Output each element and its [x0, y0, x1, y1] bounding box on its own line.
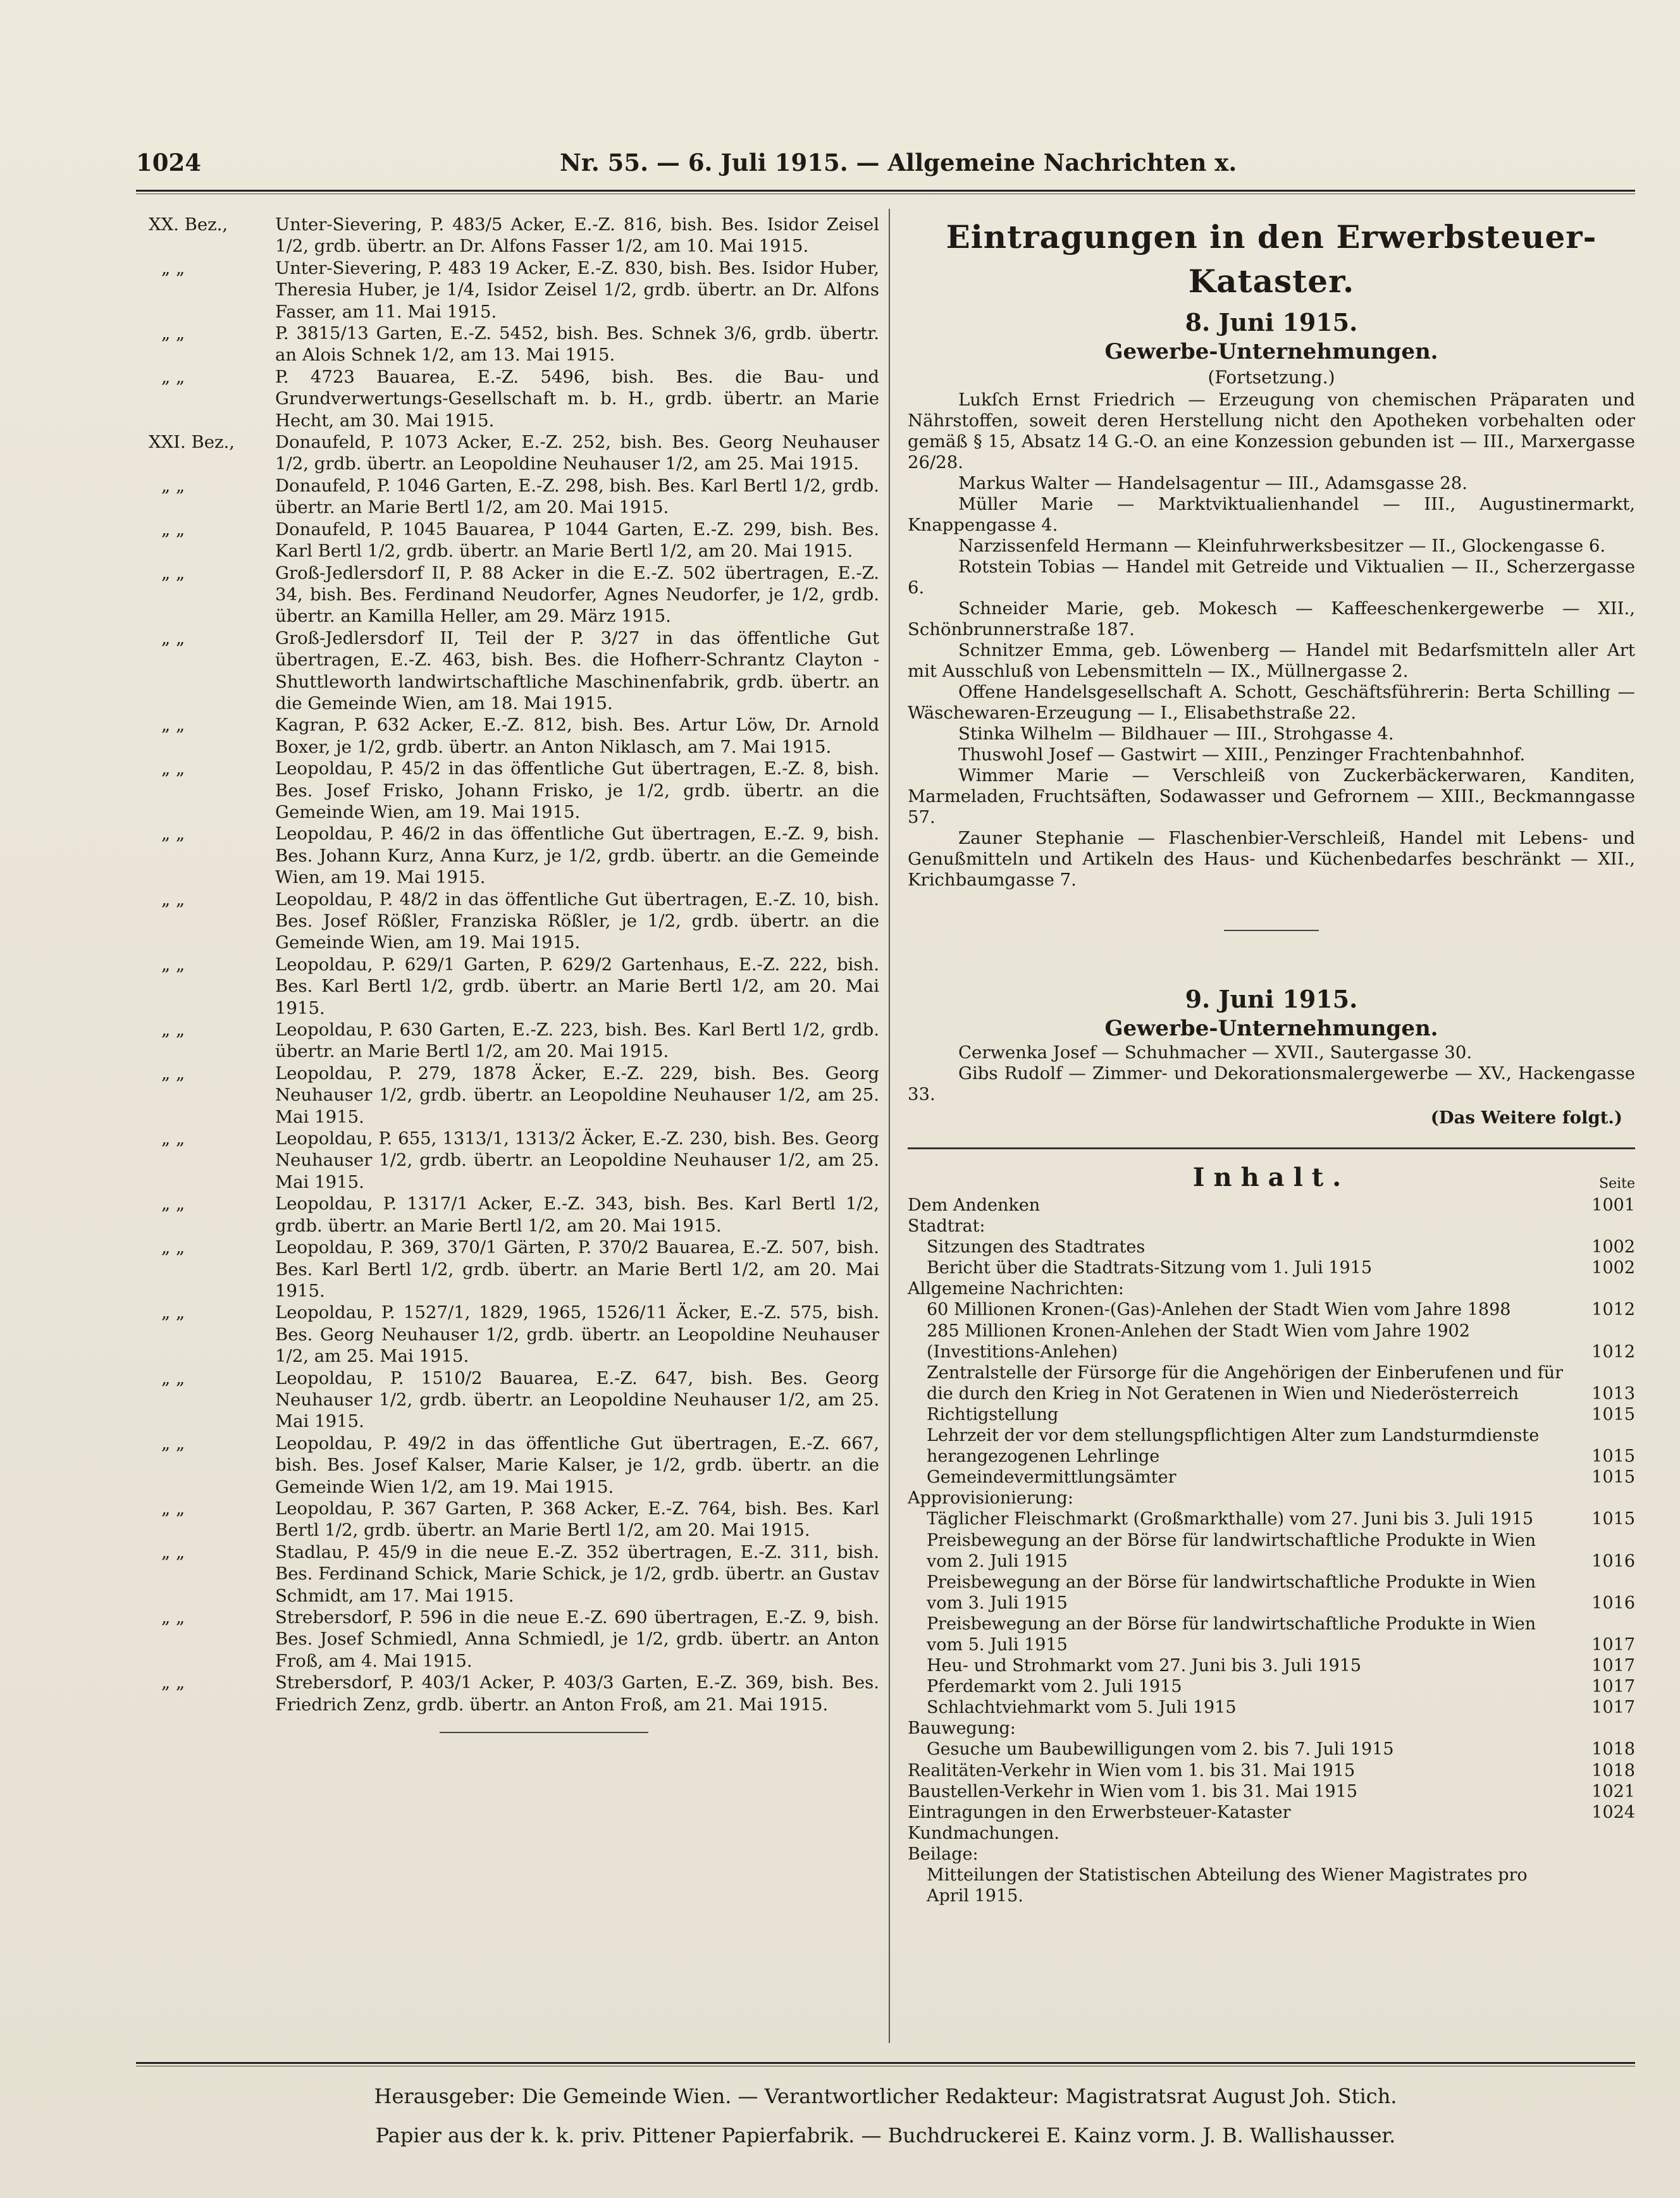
toc-entry	[908, 1509, 1635, 1529]
toc-entry-title: Eintragungen in den Erwerbsteuer-Kataster	[908, 1802, 1291, 1822]
section2-subtitle: Gewerbe-Unternehmungen.	[1104, 1016, 1438, 1041]
district-mark: „ „	[161, 519, 185, 540]
district-mark: „ „	[161, 323, 185, 344]
business-entry: Thuswohl Josef — Gastwirt — XIII., Penzinger Frachtenbahnhof.	[958, 744, 1526, 765]
toc-entry-title: Preisbewegung an der Börse für landwirtschaftliche Produkte in Wien vom 2. Juli 1915	[927, 1530, 1536, 1571]
district-mark: „ „	[161, 1672, 185, 1693]
toc-entry-title: Sitzungen des Stadtrates	[927, 1237, 1146, 1257]
district-mark: „ „	[161, 1433, 185, 1454]
toc-entry	[908, 1257, 1635, 1278]
entry-text: Leopoldau, P. 45/2 in das öffentliche Gut übertragen, E.-Z. 8, bish. Bes. Josef Frisko, Johann Frisko, je 1/2, grdb. übertr. an die Gemeinde Wien, am 19. Mai 1915.	[275, 758, 879, 822]
district-mark: „ „	[161, 1128, 185, 1149]
district-mark: „ „	[161, 1237, 185, 1258]
toc-entry-title: Kundmachungen.	[908, 1823, 1059, 1843]
business-entry: Lukſch Ernst Friedrich — Erzeugung von chemischen Präparaten und Nährstoffen, soweit deren Herstellung nicht den Apotheken vorbehalten oder gemäß § 15, Absatz 14 G.-O. an eine Konzession gebunden ist — III., Marxergasse 26/28.	[908, 390, 1635, 472]
column-divider	[889, 209, 890, 2043]
toc-rule	[908, 1147, 1635, 1149]
entry-text: Leopoldau, P. 629/1 Garten, P. 629/2 Gartenhaus, E.-Z. 222, bish. Bes. Karl Bertl 1/2, grdb. übertr. an Marie Bertl 1/2, am 20. Mai 1915.	[275, 954, 879, 1018]
register-entry	[149, 1498, 879, 1541]
header-rule	[136, 190, 1635, 192]
entry-text: Leopoldau, P. 1510/2 Bauarea, E.-Z. 647, bish. Bes. Georg Neuhauser 1/2, grdb. übertr. an Leopoldine Neuhauser 1/2, am 25. Mai 1915.	[275, 1368, 879, 1432]
entry-text: Leopoldau, P. 49/2 in das öffentliche Gut übertragen, E.-Z. 667, bish. Bes. Josef Kalser, Marie Kalser, je 1/2, grdb. übertr. an die Gemeinde Wien 1/2, am 19. Mai 1915.	[275, 1433, 879, 1497]
register-entry	[149, 627, 879, 715]
district-mark: „ „	[161, 562, 185, 583]
toc-entry	[908, 1530, 1635, 1572]
register-entry	[149, 519, 879, 562]
toc-entry-title: Preisbewegung an der Börse für landwirtschaftliche Produkte in Wien vom 3. Juli 1915	[927, 1572, 1536, 1613]
register-entry	[149, 1433, 879, 1498]
toc-entry-page: 1012	[1591, 1342, 1635, 1362]
district-mark: „ „	[161, 627, 185, 648]
toc-entry-page: 1018	[1591, 1739, 1635, 1760]
toc-entry	[908, 1572, 1635, 1614]
register-entry	[149, 1607, 879, 1672]
toc-entry	[908, 1760, 1635, 1781]
page-number: 1024	[136, 149, 201, 176]
register-entry	[149, 1302, 879, 1367]
column-end-rule	[440, 1732, 648, 1733]
continued-note: (Das Weitere folgt.)	[1430, 1108, 1622, 1128]
toc-entry-title: Heu- und Strohmarkt vom 27. Juni bis 3. Juli 1915	[927, 1656, 1362, 1676]
entry-text: Leopoldau, P. 369, 370/1 Gärten, P. 370/2 Bauarea, E.-Z. 507, bish. Bes. Karl Bertl 1/2, grdb. übertr. an Marie Bertl 1/2, am 20. Mai 1915.	[275, 1237, 879, 1301]
entry-text: Kagran, P. 632 Acker, E.-Z. 812, bish. Bes. Artur Löw, Dr. Arnold Boxer, je 1/2, grdb. übertr. an Anton Niklasch, am 7. Mai 1915.	[275, 715, 879, 757]
district-mark: „ „	[161, 1368, 185, 1388]
district-mark: „ „	[161, 1607, 185, 1627]
toc-entry-page: 1002	[1591, 1258, 1635, 1278]
toc-entry	[908, 1237, 1635, 1257]
section1-subtitle: Gewerbe-Unternehmungen.	[1104, 339, 1438, 364]
register-entry	[149, 366, 879, 431]
entry-text: Leopoldau, P. 48/2 in das öffentliche Gut übertragen, E.-Z. 10, bish. Bes. Josef Rößler, Franziska Rößler, je 1/2, grdb. übertr. an die Gemeinde Wien, am 19. Mai 1915.	[275, 889, 879, 953]
toc-entry	[908, 1697, 1635, 1718]
entry-text: Leopoldau, P. 367 Garten, P. 368 Acker, E.-Z. 764, bish. Bes. Karl Bertl 1/2, grdb. übertr. an Marie Bertl 1/2, am 20. Mai 1915.	[275, 1498, 879, 1541]
district-mark: „ „	[161, 758, 185, 779]
entry-text: Donaufeld, P. 1046 Garten, E.-Z. 298, bish. Bes. Karl Bertl 1/2, grdb. übertr. an Marie Bertl 1/2, am 20. Mai 1915.	[275, 475, 879, 518]
toc-entry-title: Bauwegung:	[908, 1719, 1016, 1739]
toc-entry-page: 1002	[1591, 1237, 1635, 1257]
register-entry	[149, 758, 879, 823]
toc-entry-title: Schlachtviehmarkt vom 5. Juli 1915	[927, 1698, 1237, 1718]
district-mark: „ „	[161, 1498, 185, 1519]
section2-entries	[908, 1042, 1635, 1105]
toc-entry	[908, 1655, 1635, 1676]
register-entry	[149, 214, 879, 257]
business-entry: Gibs Rudolf — Zimmer- und Dekorationsmalergewerbe — XV., Hackengasse 33.	[908, 1063, 1635, 1104]
toc-entry	[908, 1802, 1635, 1823]
table-of-contents	[908, 1195, 1635, 1906]
toc-entry	[908, 1278, 1635, 1299]
toc-entry-page: 1018	[1591, 1760, 1635, 1781]
register-entry	[149, 714, 879, 758]
printer-line: Papier aus der k. k. priv. Pittener Papierfabrik. — Buchdruckerei E. Kainz vorm. J. B. Wallishausser.	[375, 2123, 1396, 2147]
toc-entry	[908, 1195, 1635, 1216]
register-entry	[149, 1368, 879, 1433]
toc-entry-title: Bericht über die Stadtrats-Sitzung vom 1. Juli 1915	[927, 1258, 1373, 1278]
toc-entry-page: 1015	[1591, 1447, 1635, 1467]
district-mark: „ „	[161, 1063, 185, 1084]
toc-entry-title: Baustellen-Verkehr in Wien vom 1. bis 31. Mai 1915	[908, 1781, 1357, 1801]
entry-text: Groß-Jedlersdorf II, Teil der P. 3/27 in das öffentliche Gut übertragen, E.-Z. 463, bish. Bes. die Hofherr-Schrantz Clayton - Shuttleworth landwirtschaftliche Maschinenfabrik, grdb. übertr. an die Gemeinde Wien, am 18. Mai 1915.	[275, 627, 879, 713]
toc-entry-title: Gemeindevermittlungsämter	[927, 1467, 1177, 1488]
section1-continued: (Fortsetzung.)	[1208, 367, 1335, 388]
district-mark: „ „	[161, 715, 185, 736]
entry-text: Unter-Sievering, P. 483/5 Acker, E.-Z. 816, bish. Bes. Isidor Zeisel 1/2, grdb. übertr. an Dr. Alfons Fasser 1/2, am 10. Mai 1915.	[275, 214, 879, 257]
register-entry	[149, 475, 879, 519]
toc-entry	[908, 1781, 1635, 1802]
toc-entry-page: 1015	[1591, 1509, 1635, 1529]
district-mark: „ „	[161, 475, 185, 496]
toc-entry-title: Lehrzeit der vor dem stellungspflichtigen Alter zum Landsturmdienste herangezogenen Lehrlinge	[927, 1426, 1540, 1467]
toc-entry-page: 1001	[1591, 1195, 1635, 1215]
header-title: Nr. 55. — 6. Juli 1915. — Allgemeine Nachrichten x.	[560, 149, 1237, 176]
toc-entry-title: Pferdemarkt vom 2. Juli 1915	[927, 1677, 1182, 1697]
business-entry: Stinka Wilhelm — Bildhauer — III., Strohgasse 4.	[958, 724, 1394, 744]
toc-entry-page: 1016	[1591, 1551, 1635, 1571]
toc-entry	[908, 1299, 1635, 1320]
toc-entry-title: Gesuche um Baubewilligungen vom 2. bis 7. Juli 1915	[927, 1739, 1394, 1760]
register-entry	[149, 562, 879, 627]
toc-entry	[908, 1739, 1635, 1760]
entry-text: Donaufeld, P. 1073 Acker, E.-Z. 252, bish. Bes. Georg Neuhauser 1/2, grdb. übertr. an Leopoldine Neuhauser 1/2, am 25. Mai 1915.	[275, 432, 879, 474]
business-entry: Schnitzer Emma, geb. Löwenberg — Handel mit Bedarfsmitteln aller Art mit Ausschluß von Lebensmitteln — IX., Müllnergasse 2.	[908, 640, 1635, 681]
entry-text: Leopoldau, P. 655, 1313/1, 1313/2 Äcker, E.-Z. 230, bish. Bes. Georg Neuhauser 1/2, grdb. übertr. an Leopoldine Neuhauser 1/2, am 25. Mai 1915.	[275, 1128, 879, 1192]
toc-entry	[908, 1404, 1635, 1425]
toc-entry-page: 1017	[1591, 1677, 1635, 1697]
register-entry	[149, 257, 879, 323]
business-entry: Narzissenfeld Hermann — Kleinfuhrwerksbesitzer — II., Glockengasse 6.	[958, 536, 1606, 556]
footer-rule	[136, 2062, 1635, 2064]
publisher-line: Herausgeber: Die Gemeinde Wien. — Verantwortlicher Redakteur: Magistratsrat August Joh. Stich.	[374, 2084, 1397, 2108]
business-entry: Rotstein Tobias — Handel mit Getreide und Viktualien — II., Scherzergasse 6.	[908, 557, 1635, 598]
toc-entry	[908, 1321, 1635, 1362]
toc-entry	[908, 1676, 1635, 1697]
entry-text: P. 3815/13 Garten, E.-Z. 5452, bish. Bes. Schnek 3/6, grdb. übertr. an Alois Schnek 1/2, am 13. Mai 1915.	[275, 323, 879, 366]
entry-text: Unter-Sievering, P. 483 19 Acker, E.-Z. 830, bish. Bes. Isidor Huber, Theresia Huber, je 1/4, Isidor Zeisel 1/2, grdb. übertr. an Dr. Alfons Fasser, am 11. Mai 1915.	[275, 257, 879, 322]
toc-entry-page: 1015	[1591, 1467, 1635, 1488]
register-entry	[149, 823, 879, 888]
register-entry	[149, 1063, 879, 1128]
business-entry: Offene Handelsgesellschaft A. Schott, Geschäftsführerin: Berta Schilling — Wäschewaren-Erzeugung — I., Elisabethstraße 22.	[908, 682, 1635, 723]
toc-title: Inhalt.	[1192, 1163, 1350, 1192]
toc-entry-page: 1017	[1591, 1656, 1635, 1676]
business-entry: Wimmer Marie — Verschleiß von Zuckerbäckerwaren, Kanditen, Marmeladen, Fruchtsäften, Sodawasser und Gefrornem — XIII., Beckmanngasse 57.	[908, 765, 1635, 827]
toc-heading	[908, 1161, 1635, 1195]
toc-entry-title: Allgemeine Nachrichten:	[908, 1279, 1124, 1299]
entry-text: Leopoldau, P. 279, 1878 Äcker, E.-Z. 229, bish. Bes. Georg Neuhauser 1/2, grdb. übertr. an Leopoldine Neuhauser 1/2, am 25. Mai 1915.	[275, 1063, 879, 1127]
land-register-column	[149, 214, 879, 1733]
entry-text: P. 4723 Bauarea, E.-Z. 5496, bish. Bes. die Bau- und Grundverwertungs-Gesellschaft m. b. H., grdb. übertr. an Marie Hecht, am 30. Mai 1915.	[275, 366, 879, 431]
section1-entries	[908, 390, 1635, 891]
section-separator	[1224, 930, 1319, 931]
entry-text: Leopoldau, P. 630 Garten, E.-Z. 223, bish. Bes. Karl Bertl 1/2, grdb. übertr. an Marie Bertl 1/2, am 20. Mai 1915.	[275, 1020, 879, 1062]
toc-entry	[908, 1614, 1635, 1655]
tax-register-column	[908, 215, 1635, 1906]
business-entry: Cerwenka Josef — Schuhmacher — XVII., Sautergasse 30.	[958, 1042, 1473, 1063]
toc-entry	[908, 1216, 1635, 1237]
toc-entry-title: Stadtrat:	[908, 1216, 985, 1237]
toc-entry-page: 1016	[1591, 1593, 1635, 1613]
toc-entry-page: 1017	[1591, 1634, 1635, 1655]
toc-entry	[908, 1865, 1635, 1906]
district-mark: „ „	[161, 257, 185, 278]
entry-text: Groß-Jedlersdorf II, P. 88 Acker in die E.-Z. 502 übertragen, E.-Z. 34, bish. Bes. Ferdinand Neudorfer, Agnes Neudorfer, je 1/2, grdb. übertr. an Kamilla Heller, am 29. März 1915.	[275, 562, 879, 627]
toc-entry-title: 60 Millionen Kronen-(Gas)-Anlehen der Stadt Wien vom Jahre 1898	[927, 1300, 1511, 1320]
toc-entry-page: 1021	[1591, 1781, 1635, 1801]
toc-entry	[908, 1467, 1635, 1488]
entry-text: Leopoldau, P. 1527/1, 1829, 1965, 1526/11 Äcker, E.-Z. 575, bish. Bes. Georg Neuhauser 1/2, grdb. übertr. an Leopoldine Neuhauser 1/2, am 25. Mai 1915.	[275, 1302, 879, 1367]
business-entry: Schneider Marie, geb. Mokesch — Kaffeeschenkergewerbe — XII., Schönbrunnerstraße 187.	[908, 598, 1635, 639]
toc-page-label: Seite	[1599, 1176, 1635, 1192]
toc-entry-title: Realitäten-Verkehr in Wien vom 1. bis 31. Mai 1915	[908, 1760, 1356, 1781]
toc-entry-title: Approvisionierung:	[908, 1488, 1073, 1509]
toc-entry-page: 1013	[1591, 1383, 1635, 1404]
toc-entry	[908, 1425, 1635, 1467]
register-entry	[149, 954, 879, 1019]
section-title: Eintragungen in den Erwerbsteuer-Kataster.	[946, 218, 1597, 300]
register-entry	[149, 889, 879, 954]
section2-date: 9. Juni 1915.	[1185, 985, 1358, 1013]
district-mark: „ „	[161, 824, 185, 844]
toc-entry-title: 285 Millionen Kronen-Anlehen der Stadt Wien vom Jahre 1902 (Investitions-Anlehen)	[927, 1321, 1470, 1362]
toc-entry-title: Mitteilungen der Statistischen Abteilung des Wiener Magistrates pro April 1915.	[927, 1865, 1528, 1906]
entry-text: Leopoldau, P. 46/2 in das öffentliche Gut übertragen, E.-Z. 9, bish. Bes. Johann Kurz, Anna Kurz, je 1/2, grdb. übertr. an die Gemeinde Wien, am 19. Mai 1915.	[275, 824, 879, 888]
register-entry	[149, 323, 879, 366]
district-mark: „ „	[161, 366, 185, 387]
toc-entry-page: 1024	[1591, 1802, 1635, 1822]
register-entry	[149, 431, 879, 475]
district-mark: „ „	[161, 954, 185, 975]
toc-entry-title: Täglicher Fleischmarkt (Großmarkthalle) vom 27. Juni bis 3. Juli 1915	[927, 1509, 1534, 1529]
toc-entry-page: 1015	[1591, 1404, 1635, 1424]
toc-entry-title: Preisbewegung an der Börse für landwirtschaftliche Produkte in Wien vom 5. Juli 1915	[927, 1614, 1536, 1655]
entry-text: Strebersdorf, P. 596 in die neue E.-Z. 690 übertragen, E.-Z. 9, bish. Bes. Josef Schmiedl, Anna Schmiedl, je 1/2, grdb. übertr. an Anton Froß, am 4. Mai 1915.	[275, 1607, 879, 1671]
toc-entry-title: Dem Andenken	[908, 1195, 1041, 1215]
entry-text: Stadlau, P. 45/9 in die neue E.-Z. 352 übertragen, E.-Z. 311, bish. Bes. Ferdinand Schick, Marie Schick, je 1/2, grdb. übertr. an Gustav Schmidt, am 17. Mai 1915.	[275, 1541, 879, 1606]
toc-entry-title: Beilage:	[908, 1844, 979, 1864]
register-entry	[149, 1672, 879, 1715]
district-mark: XXI. Bez.,	[149, 432, 235, 453]
register-entry	[149, 1541, 879, 1607]
toc-entry-title: Zentralstelle der Fürsorge für die Angehörigen der Einberufenen und für die durch den Krieg in Not Geratenen in Wien und Niederösterreich	[927, 1362, 1563, 1404]
register-entry	[149, 1237, 879, 1302]
toc-entry	[908, 1718, 1635, 1739]
section1-date: 8. Juni 1915.	[1185, 308, 1358, 336]
register-entry	[149, 1128, 879, 1193]
register-entry	[149, 1019, 879, 1063]
toc-entry-page: 1012	[1591, 1300, 1635, 1320]
entry-text: Donaufeld, P. 1045 Bauarea, P 1044 Garten, E.-Z. 299, bish. Bes. Karl Bertl 1/2, grdb. übertr. an Marie Bertl 1/2, am 20. Mai 1915.	[275, 519, 879, 562]
toc-entry	[908, 1844, 1635, 1865]
business-entry: Müller Marie — Marktviktualienhandel — III., Augustinermarkt, Knappengasse 4.	[908, 494, 1635, 535]
toc-entry-page: 1017	[1591, 1698, 1635, 1718]
business-entry: Markus Walter — Handelsagentur — III., Adamsgasse 28.	[958, 473, 1468, 493]
toc-entry-title: Richtigstellung	[927, 1404, 1059, 1424]
entry-text: Strebersdorf, P. 403/1 Acker, P. 403/3 Garten, E.-Z. 369, bish. Bes. Friedrich Zenz, grdb. übertr. an Anton Froß, am 21. Mai 1915.	[275, 1672, 879, 1715]
register-entry	[149, 1193, 879, 1237]
page-header	[136, 149, 1635, 187]
district-mark: „ „	[161, 889, 185, 910]
entry-text: Leopoldau, P. 1317/1 Acker, E.-Z. 343, bish. Bes. Karl Bertl 1/2, grdb. übertr. an Marie Bertl 1/2, am 20. Mai 1915.	[275, 1194, 879, 1236]
district-mark: „ „	[161, 1194, 185, 1214]
district-mark: „ „	[161, 1302, 185, 1323]
toc-entry	[908, 1823, 1635, 1844]
district-mark: „ „	[161, 1020, 185, 1040]
district-mark: „ „	[161, 1541, 185, 1562]
district-mark: XX. Bez.,	[149, 214, 228, 235]
toc-entry	[908, 1488, 1635, 1509]
business-entry: Zauner Stephanie — Flaschenbier-Verschleiß, Handel mit Lebens- und Genußmitteln und Artikeln des Haus- und Küchenbedarfes beschränkt — XII., Krichbaumgasse 7.	[908, 828, 1635, 890]
toc-entry	[908, 1362, 1635, 1404]
